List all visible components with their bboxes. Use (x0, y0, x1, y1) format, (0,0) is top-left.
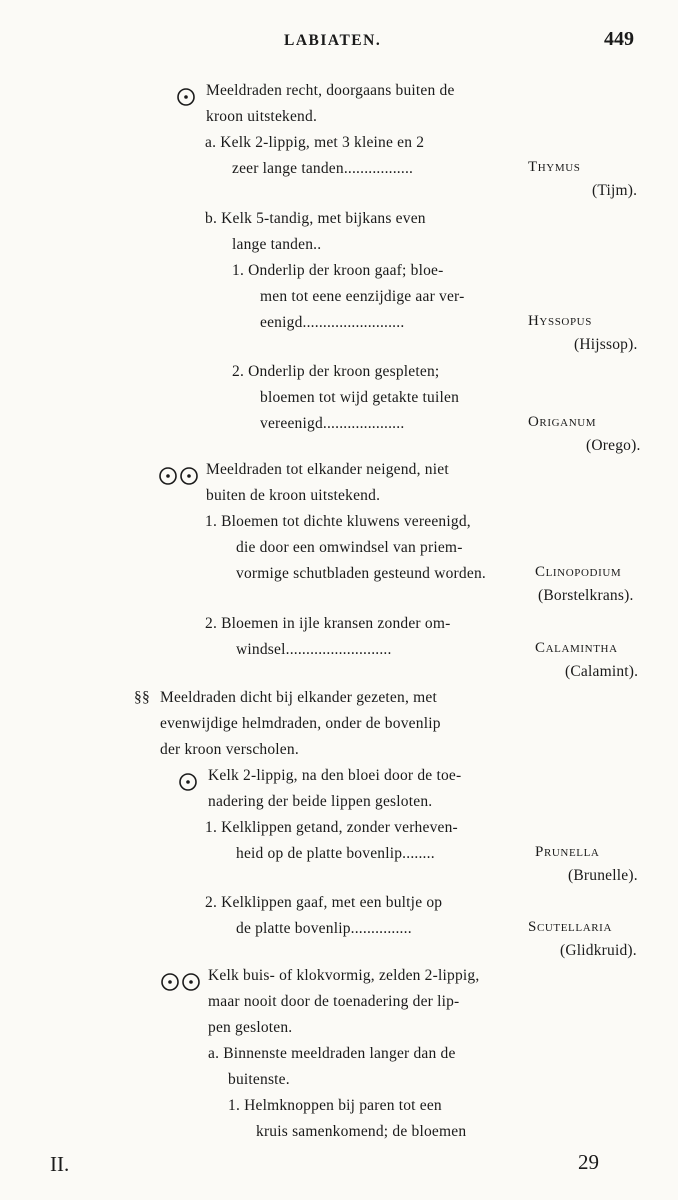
common-name: (Orego). (586, 437, 641, 454)
key-line: a. Kelk 2-lippig, met 3 kleine en 2 (205, 134, 425, 151)
running-head: LABIATEN. (284, 32, 382, 49)
signature-number: 29 (578, 1150, 599, 1174)
key-line: 2. Bloemen in ijle kransen zonder om- (205, 615, 451, 632)
key-line: buiten de kroon uitstekend. (206, 487, 381, 504)
key-line: Meeldraden recht, doorgaans buiten de (206, 82, 455, 99)
key-line: eenigd......................... (260, 314, 405, 331)
key-line: lange tanden.. (232, 236, 322, 253)
genus-name: Origanum (528, 414, 597, 430)
key-line: Kelk 2-lippig, na den bloei door de toe- (208, 767, 462, 784)
key-line: Meeldraden dicht bij elkander gezeten, met (160, 689, 437, 706)
key-line: b. Kelk 5-tandig, met bijkans even (205, 210, 426, 227)
key-line: 1. Helmknoppen bij paren tot een (228, 1097, 442, 1114)
double-sun-symbol-icon (160, 972, 202, 992)
genus-name: Thymus (528, 159, 581, 175)
key-line: kruis samenkomend; de bloemen (256, 1123, 467, 1140)
key-line: Meeldraden tot elkander neigend, niet (206, 461, 449, 478)
common-name: (Brunelle). (568, 867, 638, 884)
single-sun-symbol-icon (176, 87, 196, 107)
key-line: 1. Onderlip der kroon gaaf; bloe- (232, 262, 444, 279)
key-line: 2. Onderlip der kroon gespleten; (232, 363, 440, 380)
common-name: (Borstelkrans). (538, 587, 634, 604)
key-line: 1. Kelklippen getand, zonder verheven- (205, 819, 458, 836)
genus-name: Hyssopus (528, 313, 592, 329)
common-name: (Hijssop). (574, 336, 638, 353)
key-line: vormige schutbladen gesteund worden. (236, 565, 486, 582)
genus-name: Prunella (535, 844, 600, 860)
key-line: a. Binnenste meeldraden langer dan de (208, 1045, 456, 1062)
key-line: zeer lange tanden................. (232, 160, 414, 177)
key-line: nadering der beide lippen gesloten. (208, 793, 433, 810)
key-line: der kroon verscholen. (160, 741, 299, 758)
key-line: bloemen tot wijd getakte tuilen (260, 389, 460, 406)
key-line: evenwijdige helmdraden, onder de bovenlip (160, 715, 441, 732)
key-line: die door een omwindsel van priem- (236, 539, 463, 556)
key-line: 2. Kelklippen gaaf, met een bultje op (205, 894, 443, 911)
page-number: 449 (604, 28, 634, 50)
single-sun-symbol-icon (178, 772, 198, 792)
key-line: men tot eene eenzijdige aar ver- (260, 288, 465, 305)
key-line: windsel.......................... (236, 641, 392, 658)
signature-mark: II. (50, 1152, 70, 1176)
key-line: vereenigd.................... (260, 415, 405, 432)
key-line: pen gesloten. (208, 1019, 293, 1036)
key-line: kroon uitstekend. (206, 108, 318, 125)
key-line: buitenste. (228, 1071, 290, 1088)
common-name: (Calamint). (565, 663, 639, 680)
genus-name: Calamintha (535, 640, 618, 656)
genus-name: Scutellaria (528, 919, 612, 935)
genus-name: Clinopodium (535, 564, 622, 580)
key-line: de platte bovenlip............... (236, 920, 412, 937)
key-line: heid op de platte bovenlip........ (236, 845, 435, 862)
key-line: Kelk buis- of klokvormig, zelden 2-lippig, (208, 967, 480, 984)
common-name: (Tijm). (592, 182, 638, 199)
common-name: (Glidkruid). (560, 942, 637, 959)
key-line: maar nooit door de toenadering der lip- (208, 993, 460, 1010)
key-line: 1. Bloemen tot dichte kluwens vereenigd, (205, 513, 471, 530)
section-mark: §§ (134, 689, 150, 706)
double-sun-symbol-icon (158, 466, 200, 486)
